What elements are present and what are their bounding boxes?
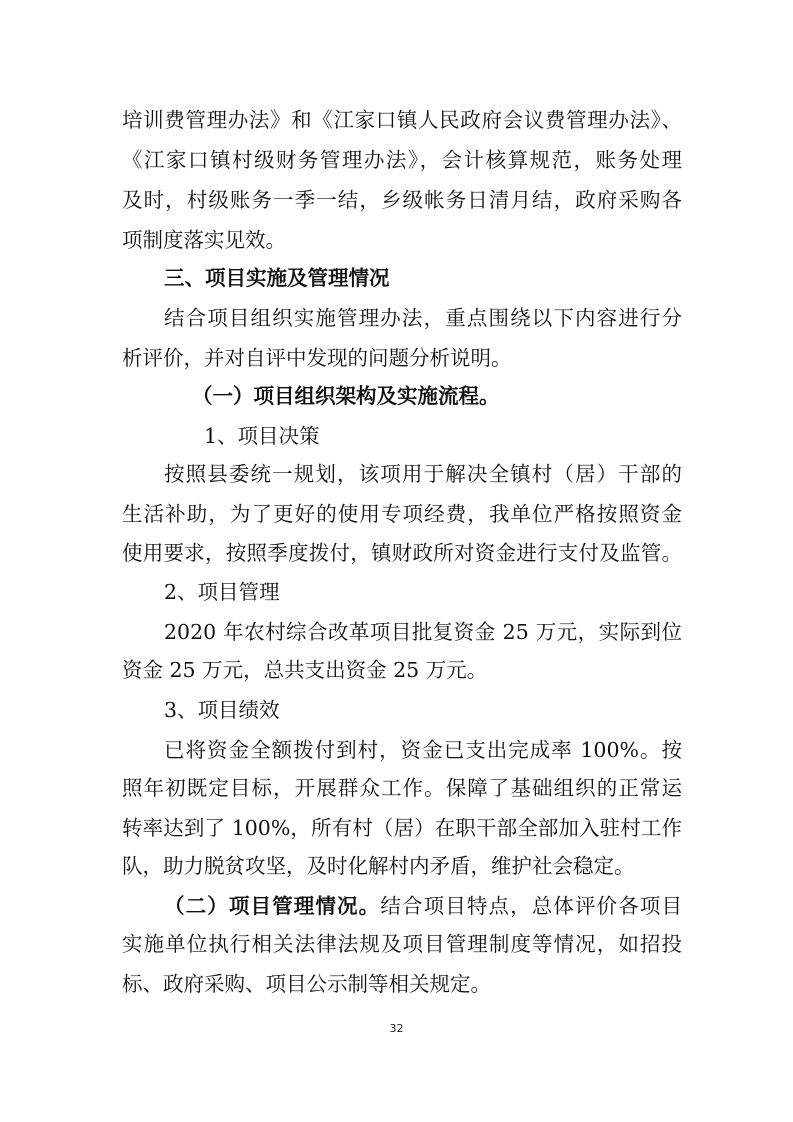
item-heading: 1、项目决策 xyxy=(204,424,320,448)
paragraph-line: 及时，村级账务一季一结，乡级帐务日清月结，政府采购各 xyxy=(122,188,682,212)
paragraph-line: 队，助力脱贫攻坚，及时化解村内矛盾，维护社会稳定。 xyxy=(122,854,635,878)
item-heading: 3、项目绩效 xyxy=(164,698,280,722)
paragraph-line: 结合项目组织实施管理办法，重点围绕以下内容进行分 xyxy=(164,306,682,330)
paragraph-line: 《江家口镇村级财务管理办法》，会计核算规范，账务处理 xyxy=(122,148,682,172)
section-heading: 三、项目实施及管理情况 xyxy=(164,266,390,290)
paragraph-line: 资金 25 万元，总共支出资金 25 万元。 xyxy=(122,658,488,682)
paragraph-line: 项制度落实见效。 xyxy=(122,228,286,252)
paragraph-line xyxy=(164,892,682,920)
paragraph-line: 标、政府采购、项目公示制等相关规定。 xyxy=(122,972,491,996)
paragraph-line: 实施单位执行相关法律法规及项目管理制度等情况，如招投 xyxy=(122,932,682,956)
paragraph-line: 生活补助，为了更好的使用专项经费，我单位严格按照资金 xyxy=(122,502,682,526)
subsection-heading: （二）项目管理情况。 xyxy=(164,894,381,918)
paragraph-line: 照年初既定目标，开展群众工作。保障了基础组织的正常运 xyxy=(122,776,682,800)
paragraph-text: 结合项目特点，总体评价各项目 xyxy=(380,894,683,918)
subsection-heading: （一）项目组织架构及实施流程。 xyxy=(192,384,500,408)
paragraph-line: 按照县委统一规划，该项用于解决全镇村（居）干部的 xyxy=(164,462,682,486)
page-number: 32 xyxy=(389,1022,404,1035)
paragraph-line: 2020 年农村综合改革项目批复资金 25 万元，实际到位 xyxy=(164,620,682,644)
paragraph-line: 析评价，并对自评中发现的问题分析说明。 xyxy=(122,346,512,370)
paragraph-line: 转率达到了 100%，所有村（居）在职干部全部加入驻村工作 xyxy=(122,816,682,840)
paragraph-line: 使用要求，按照季度拨付，镇财政所对资金进行支付及监管。 xyxy=(122,541,682,565)
paragraph-line: 培训费管理办法》和《江家口镇人民政府会议费管理办法》、 xyxy=(122,108,682,132)
paragraph-line: 已将资金全额拨付到村，资金已支出完成率 100%。按 xyxy=(164,738,682,762)
item-heading: 2、项目管理 xyxy=(164,580,280,604)
